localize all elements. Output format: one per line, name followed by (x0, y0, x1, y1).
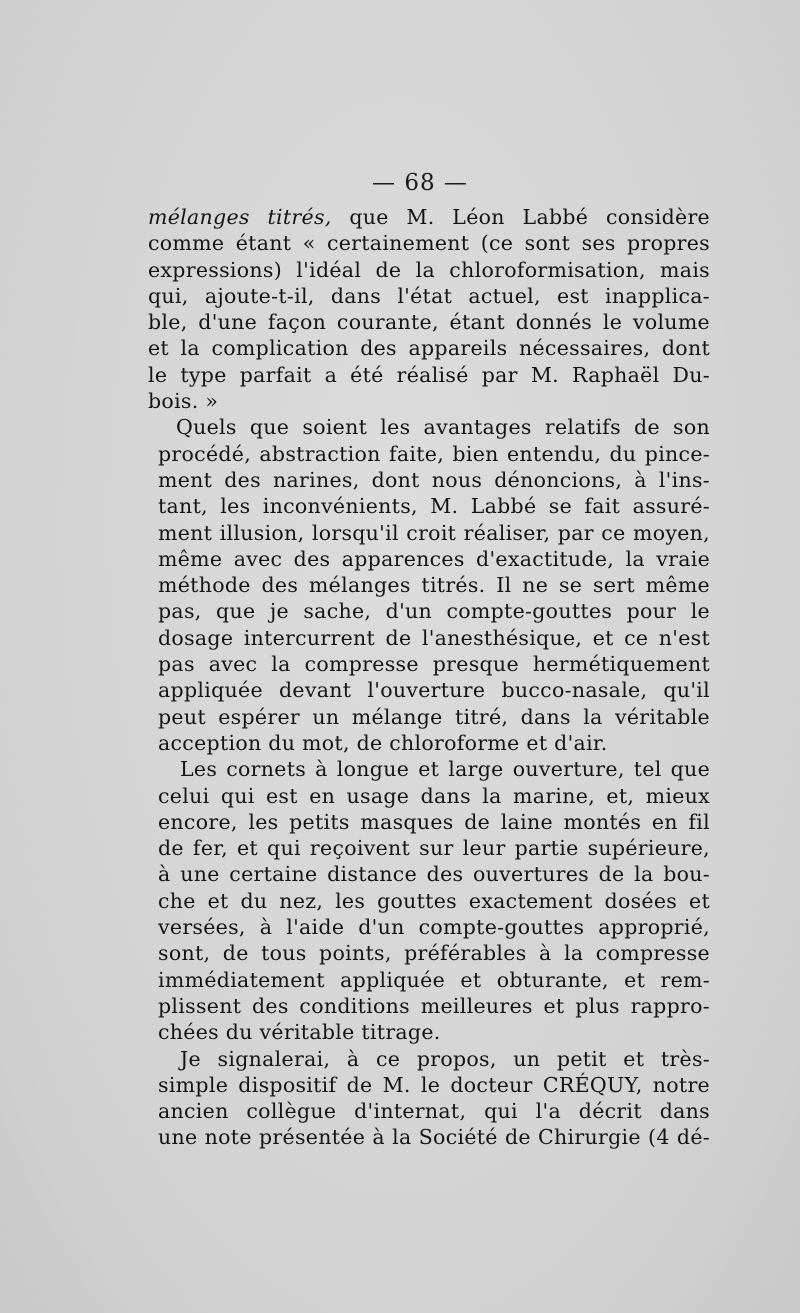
text-line: pas, que je sache, d'un compte-gouttes pour le (158, 599, 710, 624)
text-line: ancien collègue d'internat, qui l'a décrit dans (158, 1099, 710, 1124)
text-line: celui qui est en usage dans la marine, et, mieux (158, 783, 710, 808)
text-line: le type parfait a été réalisé par M. Raphaël Du- (148, 362, 710, 387)
text-line: ment des narines, dont nous dénoncions, à l'ins- (158, 467, 710, 492)
text-line: à une certaine distance des ouvertures de la bou- (158, 862, 710, 887)
text-line: versées, à l'aide d'un compte-gouttes approprié, (158, 915, 710, 940)
text-line: et la complication des appareils nécessaires, dont (148, 336, 710, 361)
text-line: bois. » (148, 389, 219, 414)
body-text (148, 204, 710, 1151)
text-line: pas avec la compresse presque hermétiquement (158, 652, 710, 677)
text-line: Quels que soient les avantages relatifs de son (176, 415, 710, 440)
text-line: de fer, et qui reçoivent sur leur partie supérieure, (158, 836, 710, 861)
text-line-rest: que M. Léon Labbé considère (331, 205, 710, 229)
text-line: procédé, abstraction faite, bien entendu, du pince- (158, 441, 710, 466)
italic-phrase: mélanges titrés, (148, 205, 332, 229)
text-line: simple dispositif de M. le docteur CRÉQUY, notre (158, 1072, 710, 1097)
text-line: appliquée devant l'ouverture bucco-nasale, qu'il (158, 678, 710, 703)
text-line: expressions) l'idéal de la chloroformisation, mais (148, 257, 710, 282)
text-line: méthode des mélanges titrés. Il ne se sert même (158, 573, 710, 598)
text-line: ment illusion, lorsqu'il croit réaliser, par ce moyen, (158, 520, 710, 545)
text-line: une note présentée à la Société de Chirurgie (4 dé- (158, 1125, 710, 1150)
text-line: même avec des apparences d'exactitude, la vraie (158, 546, 710, 571)
text-line: comme étant « certainement (ce sont ses propres (148, 231, 710, 256)
text-line: Je signalerai, à ce propos, un petit et très- (180, 1046, 710, 1071)
text-line: peut espérer un mélange titré, dans la véritable (158, 704, 710, 729)
text-line: qui, ajoute-t-il, dans l'état actuel, est inapplica- (148, 283, 710, 308)
page-number: — 68 — (372, 170, 468, 196)
text-line: Les cornets à longue et large ouverture, tel que (180, 757, 710, 782)
text-line: immédiatement appliquée et obturante, et rem- (158, 967, 710, 992)
text-line: encore, les petits masques de laine montés en fil (158, 809, 710, 834)
text-line: dosage intercurrent de l'anesthésique, et ce n'est (158, 625, 710, 650)
text-line: sont, de tous points, préférables à la compresse (158, 941, 710, 966)
text-line: tant, les inconvénients, M. Labbé se fait assuré- (158, 494, 710, 519)
text-line: ble, d'une façon courante, étant donnés le volume (148, 310, 710, 335)
text-line: che et du nez, les gouttes exactement dosées et (158, 888, 710, 913)
text-line (148, 204, 710, 230)
text-line: acception du mot, de chloroforme et d'air. (158, 730, 608, 755)
text-line: chées du véritable titrage. (158, 1020, 441, 1045)
text-line: plissent des conditions meilleures et plus rappro- (158, 993, 710, 1018)
